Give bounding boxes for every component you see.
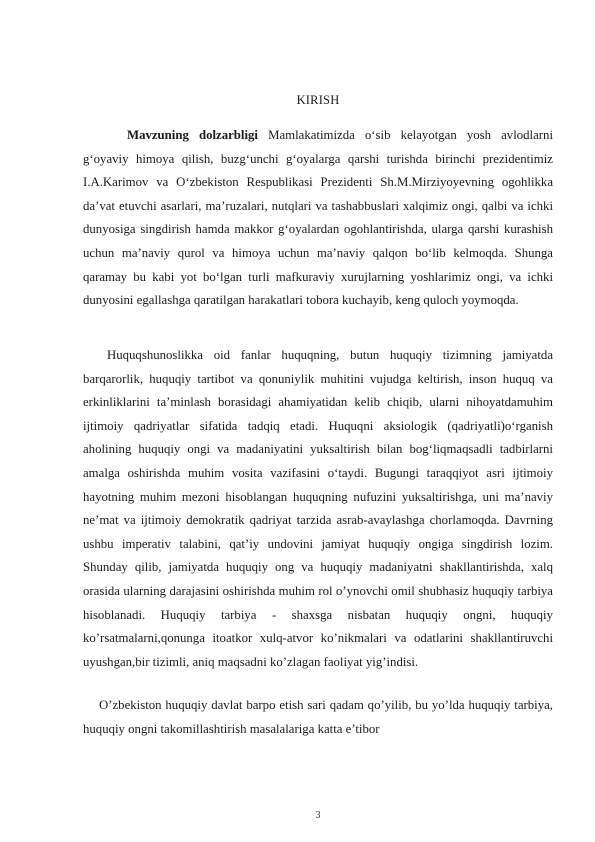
- paragraph-relevance: [83, 124, 553, 313]
- paragraph-body: Mamlakatimizda o‘sib kelayotgan yosh avlodlarni g‘oyaviy himoya qilish, buzg‘unchi g‘oyalarga qarshi turishda birinchi prezidentimiz I.A.Karimov va O‘zbekiston Respublikasi Prezidenti Sh.M.Mirziyoyevning ogohlikka da’vat etuvchi asarlari, ma’ruzalari, nutqlari va tashabbuslari xalqimiz ongi, qalbi va ichki dunyosiga singdirish hamda makkor g‘oyalardan ogohlantirishda, ularga qarshi kurashish uchun ma’naviy qurol va himoya uchun ma’naviy qalqon bo‘lib kelmoqda. Shunga qaramay bu kabi yot bo‘lgan turli mafkuraviy xurujlarning yoshlarimiz ongi, va ichki dunyosini egallashga qaratilgan harakatlari tobora kuchayib, keng quloch yoymoqda.: [83, 128, 553, 308]
- paragraph-lead: Mavzuning dolzarbligi: [127, 128, 258, 142]
- section-title: KIRISH: [296, 93, 340, 107]
- paragraph-uzbekistan: O’zbekiston huquqiy davlat barpo etish sari qadam qo’yilib, bu yo’lda huquqiy tarbiya, huquqiy ongni takomillashtirish masalalariga katta e’tibor: [83, 698, 553, 736]
- paragraph-legal-studies: Huquqshunoslikka oid fanlar huquqning, butun huquqiy tizimning jamiyatda barqarorlik, huquqiy tartibot va qonuniylik muhitini vujudga keltirish, inson huquq va erkinliklarini ta’minlash borasidagi ahamiyatidan kelib chiqib, ularni nihoyatdamuhim ijtimoiy qadriyatlar sifatida tadqiq etadi. Huquqni aksiologik (qadriyatli)o‘rganish aholining huquqiy ongi va madaniyatini yuksaltirish bilan bog‘liqmaqsadli tadbirlarni amalga oshirishda muhim vosita vazifasini o‘taydi. Bugungi taraqqiyot asri ijtimoiy hayotning muhim mezoni hisoblangan huquqning nufuzini yuksaltirishga, uni ma’naviy ne’mat va ijtimoiy demokratik qadriyat tarzida asrab-avaylashga chorlamoqda. Davrning ushbu imperativ talabini, qat’iy undovini jamiyat huquqiy ongiga singdirish lozim. Shunday qilib, jamiyatda huquqiy ong va huquqiy madaniyatni shakllantirishda, xalq orasida ularning darajasini oshirishda muhim rol o’ynovchi omil shubhasiz huquqiy tarbiya hisoblanadi. Huquqiy tarbiya - shaxsga nisbatan huquqiy ongni, huquqiy ko’rsatmalarni,qonunga itoatkor xulq-atvor ko’nikmalari va odatlarini shakllantiruvchi uyushgan,bir tizimli, aniq maqsadni ko’zlagan faoliyat yig’indisi.: [83, 348, 553, 669]
- page-number: 3: [315, 810, 321, 821]
- document-page: [83, 0, 553, 842]
